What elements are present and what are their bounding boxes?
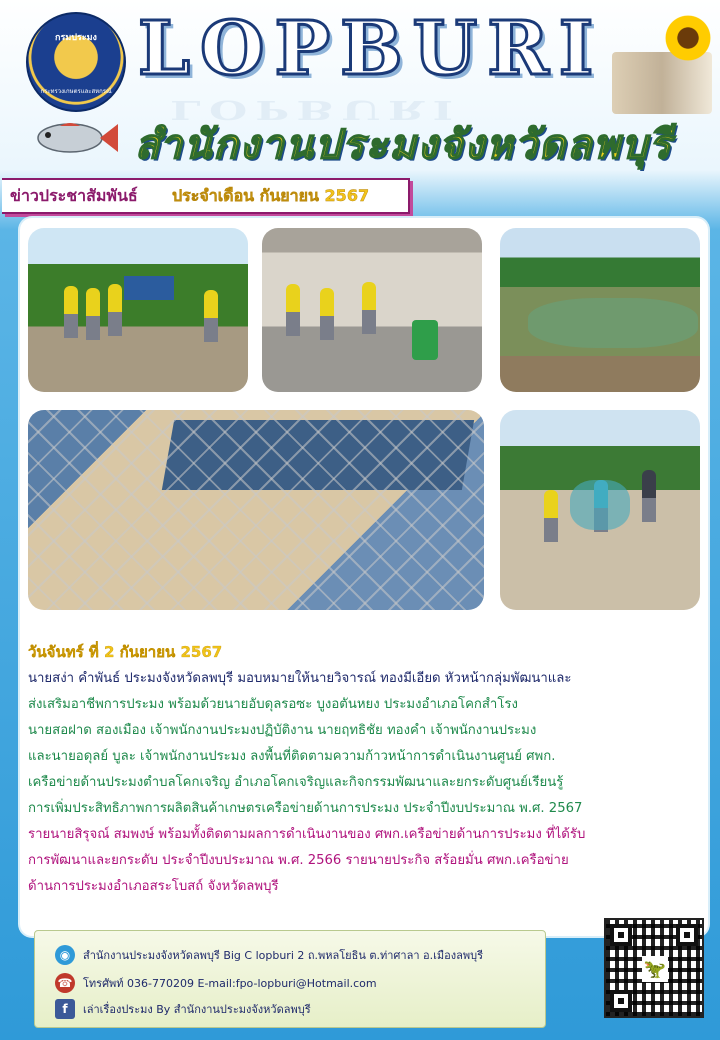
footer-contact[interactable]: โทรศัพท์ 036-770209 E-mail:fpo-lopburi@Hotmail.com bbox=[83, 977, 377, 990]
sign-board bbox=[124, 276, 174, 300]
page-title: LOPBURI bbox=[138, 6, 604, 92]
fish-icon bbox=[30, 116, 120, 160]
article-line: นายสง่า คำพันธ์ ประมงจังหวัดลพบุรี มอบหมายให้นายวิจารณ์ ทองมีเอียด หัวหน้ากลุ่มพัฒนาและ bbox=[28, 671, 572, 686]
article-body bbox=[28, 666, 698, 900]
ribbon-label: ข่าวประชาสัมพันธ์ bbox=[10, 186, 138, 205]
person-figure bbox=[204, 290, 218, 334]
phone-icon: ☎ bbox=[55, 973, 75, 993]
page-subtitle: สำนักงานประมงจังหวัดลพบุรี bbox=[135, 122, 673, 168]
person-figure bbox=[544, 490, 558, 534]
footer-address: สำนักงานประมงจังหวัดลพบุรี Big C lopburi 2 ถ.พหลโยธิน ต.ท่าศาลา อ.เมืองลพบุรี bbox=[83, 949, 483, 962]
qr-finder bbox=[610, 990, 632, 1012]
person-figure bbox=[320, 288, 334, 332]
photo-group-outdoor bbox=[28, 228, 248, 392]
article-line: นายสอฝาด สองเมือง เจ้าพนักงานประมงปฏิบัติงาน นายฤทธิชัย ทองคำ เจ้าพนักงานประมง bbox=[28, 723, 537, 738]
photo-meeting bbox=[262, 228, 482, 392]
person-figure bbox=[108, 284, 122, 328]
person-figure bbox=[64, 286, 78, 330]
sunflower-icon bbox=[662, 12, 714, 64]
article-line: ด้านการประมงอำเภอสระโบสถ์ จังหวัดลพบุรี bbox=[28, 879, 279, 894]
chair bbox=[412, 320, 438, 360]
pond-water bbox=[528, 298, 698, 348]
photo-fishing-net bbox=[500, 410, 700, 610]
article-date: วันจันทร์ ที่ 2 กันยายน 2567 bbox=[28, 643, 223, 661]
footer-facebook-row bbox=[55, 999, 311, 1019]
facebook-icon[interactable]: f bbox=[55, 999, 75, 1019]
article-line: การเพิ่มประสิทธิภาพการผลิตสินค้าเกษตรเครือข่ายด้านการประมง ประจำปีงบประมาณ พ.ศ. 2567 bbox=[28, 801, 583, 816]
photo-pond bbox=[500, 228, 700, 392]
logo-text-top: กรมประมง bbox=[55, 33, 97, 43]
footer-contact-row bbox=[55, 973, 377, 993]
title-reflection: LOPBURI bbox=[170, 94, 462, 125]
qr-finder bbox=[676, 924, 698, 946]
footer-facebook[interactable]: เล่าเรื่องประมง By สำนักงานประมงจังหวัดลพบุรี bbox=[83, 1003, 311, 1016]
article-line: รายนายสิรุจณ์ สมพงษ์ พร้อมทั้งติดตามผลการดำเนินงานของ ศพก.เครือข่ายด้านการประมง ที่ได้รับ bbox=[28, 827, 586, 842]
photo-fish-drying bbox=[28, 410, 484, 610]
qr-code[interactable] bbox=[604, 918, 704, 1018]
department-logo bbox=[26, 12, 126, 112]
fishing-net bbox=[570, 480, 630, 530]
article-line: ส่งเสริมอาชีพการประมง พร้อมด้วยนายอับดุลรอซะ บูงอตันหยง ประมงอำเภอโคกสำโรง bbox=[28, 697, 518, 712]
department-icon: ◉ bbox=[55, 945, 75, 965]
person-figure bbox=[362, 282, 376, 326]
article-line: เครือข่ายด้านประมงตำบลโคกเจริญ อำเภอโคกเจริญและกิจกรรมพัฒนาและยกระดับศูนย์เรียนรู้ bbox=[28, 775, 564, 790]
person-figure bbox=[642, 470, 656, 514]
person-figure bbox=[86, 288, 100, 332]
article-line: การพัฒนาและยกระดับ ประจำปีงบประมาณ พ.ศ. 2566 รายนายประกิจ สร้อยมั่น ศพก.เครือข่าย bbox=[28, 853, 569, 868]
logo-text-bottom: กระทรวงเกษตรและสหกรณ์ bbox=[40, 88, 112, 95]
footer-address-row bbox=[55, 945, 483, 965]
news-ribbon bbox=[2, 178, 410, 214]
qr-finder bbox=[610, 924, 632, 946]
ribbon-period: ประจำเดือน กันยายน 2567 bbox=[172, 186, 370, 205]
qr-dino-icon: 🦖 bbox=[642, 956, 668, 982]
person-figure bbox=[286, 284, 300, 328]
contact-footer bbox=[34, 930, 546, 1028]
wire-mesh bbox=[28, 410, 484, 610]
article-line: และนายอดุลย์ บูละ เจ้าพนักงานประมง ลงพื้นที่ติดตามความก้าวหน้าการดำเนินงานศูนย์ ศพก. bbox=[28, 749, 556, 764]
